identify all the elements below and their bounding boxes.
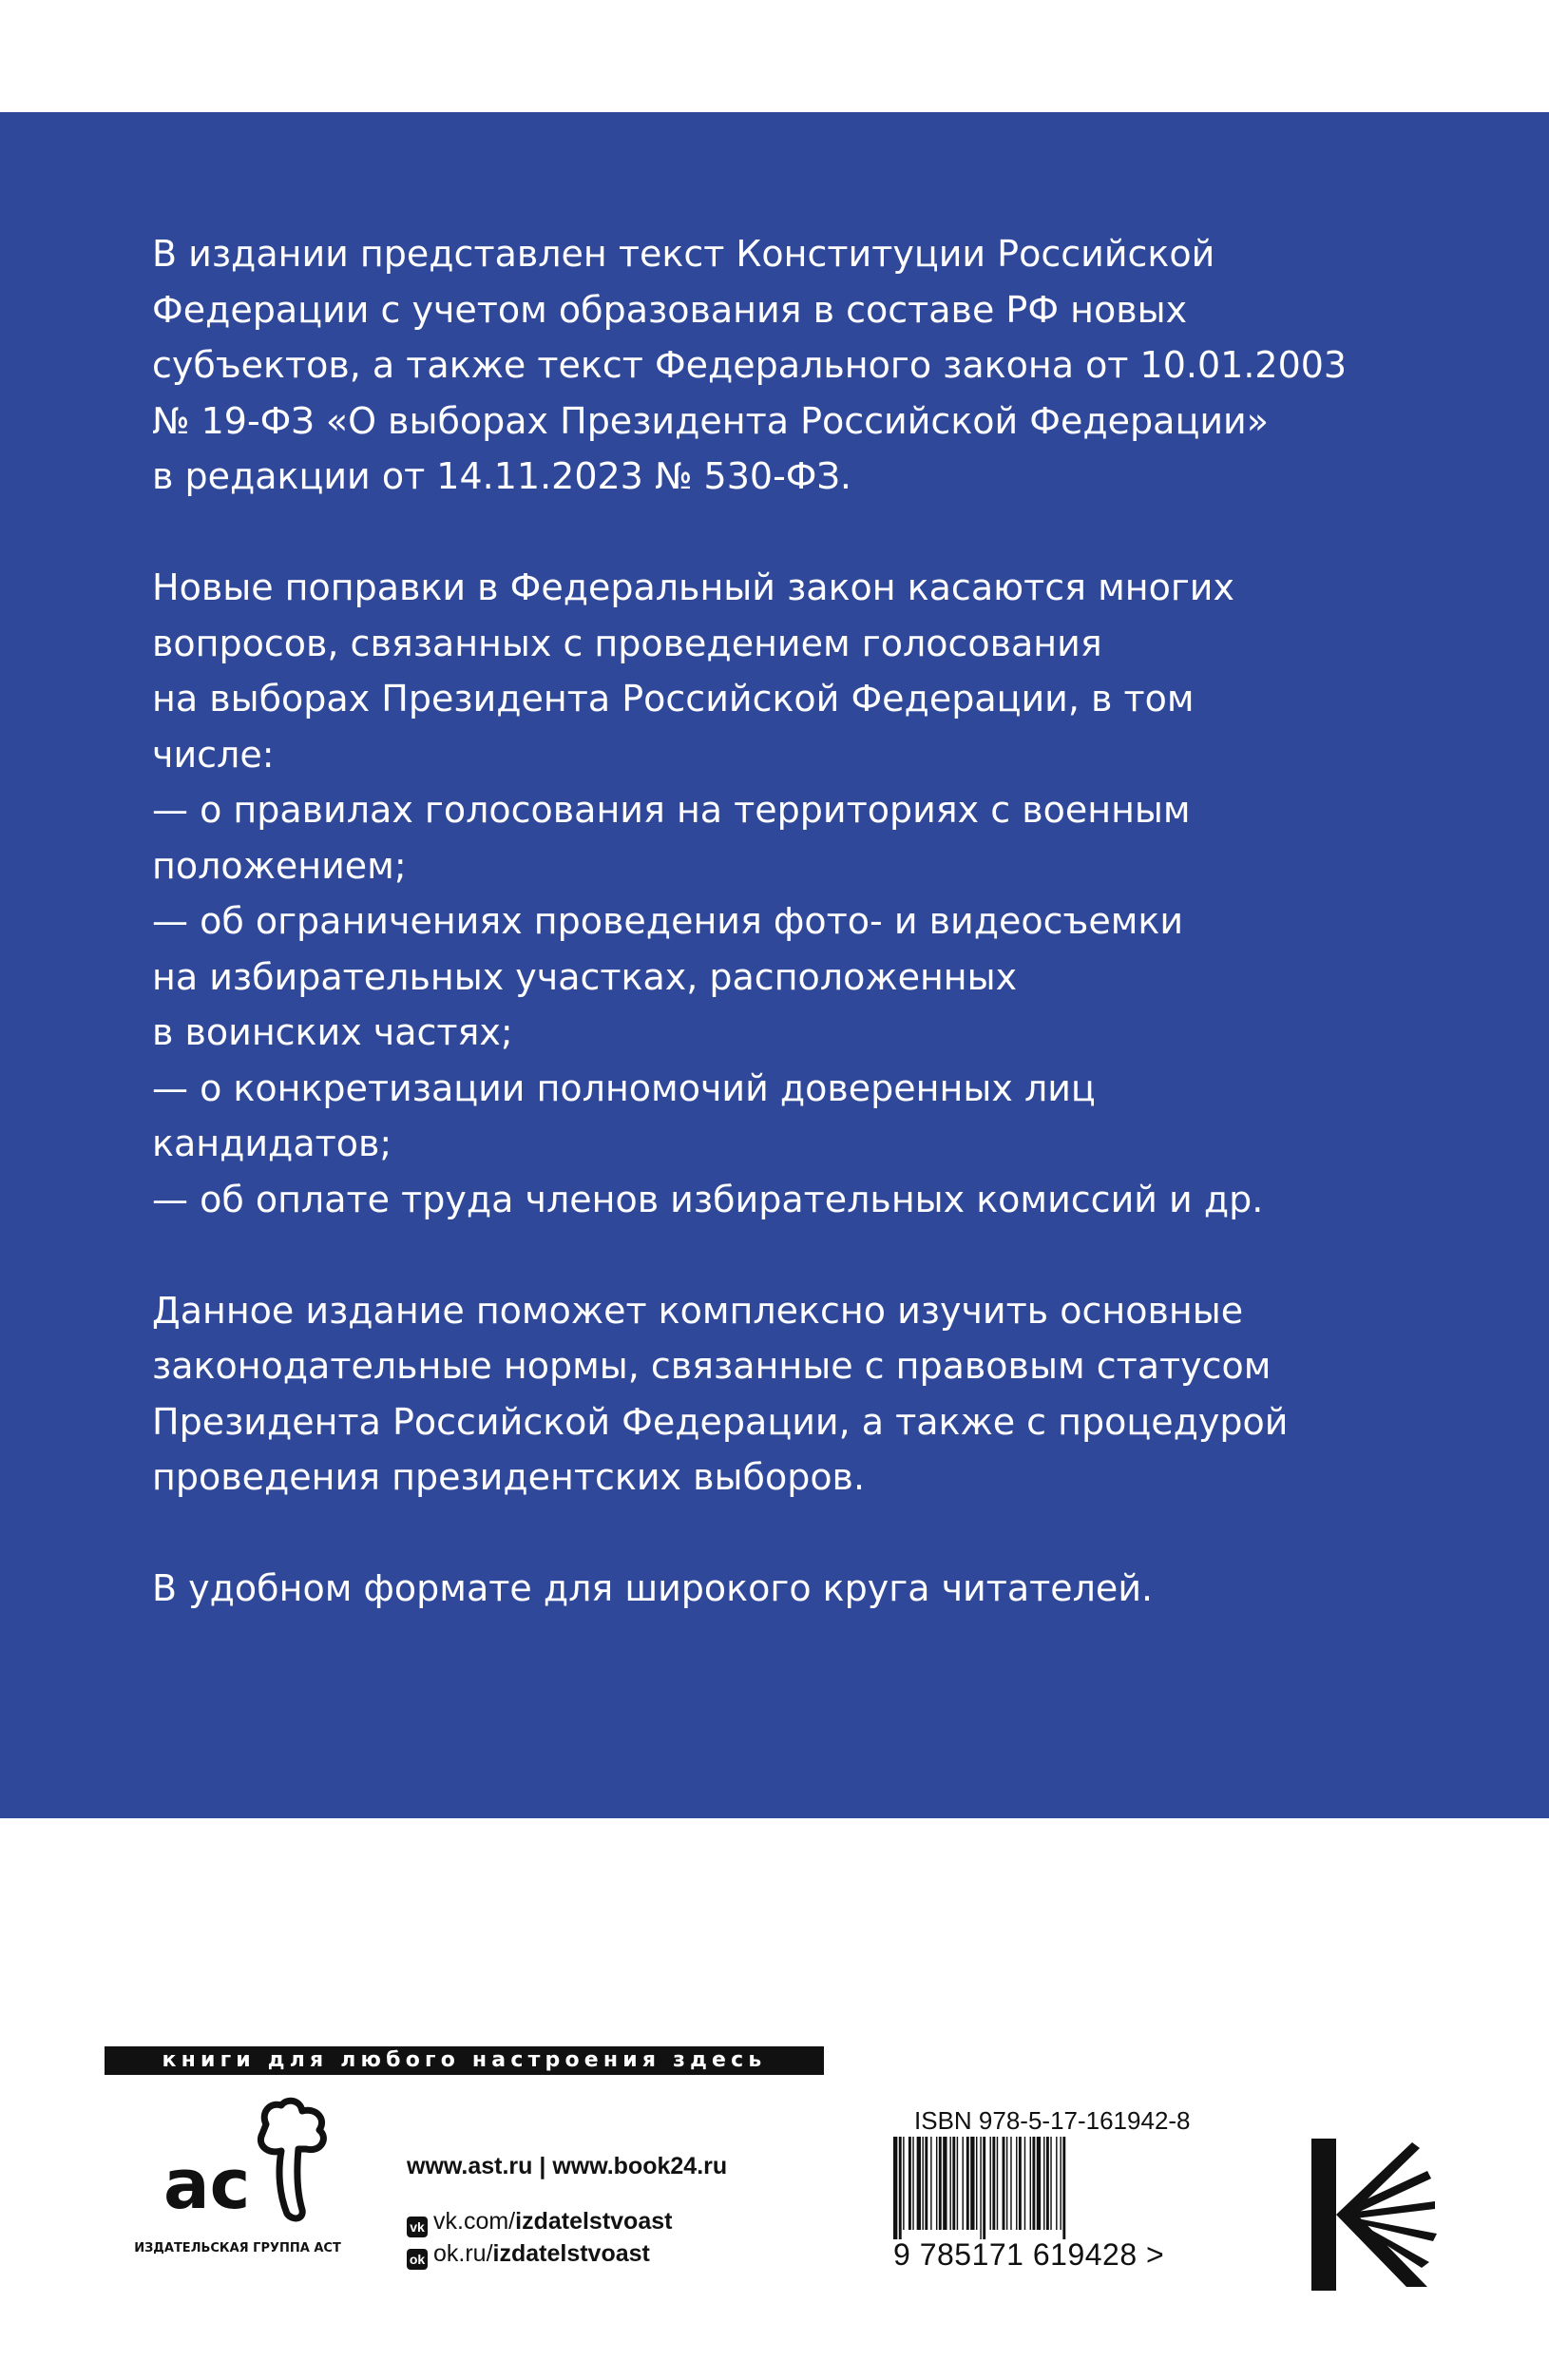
barcode-bar [1043,2137,1044,2230]
barcode-bar [997,2137,998,2230]
barcode-bar [949,2137,950,2230]
publisher-caption: ИЗДАТЕЛЬСКАЯ ГРУППА АСТ [134,2241,341,2255]
barcode-bar [939,2137,942,2230]
text-line: в воинских частях; [152,1011,513,1053]
text-line: вопросов, связанных с проведением голосования [152,622,1102,664]
barcode-bar [1010,2137,1011,2230]
website-links[interactable]: www.ast.ru | www.book24.ru [407,2153,728,2179]
text-line: кандидатов; [152,1123,392,1164]
text-line: — о конкретизации полномочий доверенных лиц [152,1066,1096,1109]
barcode-bar [917,2137,921,2230]
barcode-digits: 9 785171 619428 > [893,2237,1165,2272]
svg-text:ас: ас [163,2144,251,2224]
text-line: проведения президентских выборов. [152,1456,866,1498]
text-line: на избирательных участках, расположенных [152,955,1018,998]
text-line: числе: [152,733,275,776]
ok-handle: izdatelstvoast [492,2240,650,2267]
paragraph-intro [152,226,1425,505]
barcode-bar [1062,2137,1065,2239]
barcode-bar [1003,2137,1005,2230]
barcode-bar [925,2137,927,2230]
isbn-label: ISBN 978-5-17-161942-8 [914,2106,1191,2135]
barcode-bar [899,2137,902,2239]
barcode-bar [992,2137,995,2230]
text-line: № 19-ФЗ «О выборах Президента Российской Федерации» [152,399,1269,442]
text-line: положением; [152,844,407,887]
text-line: в редакции от 14.11.2023 № 530-ФЗ. [152,455,851,497]
barcode-bar [952,2137,955,2230]
barcode-bar [1056,2137,1057,2230]
k-book-icon [1308,2139,1441,2291]
vk-icon: vk [407,2217,428,2237]
barcode-bar [943,2137,947,2230]
barcode-icon [889,2137,1209,2239]
barcode-bar [963,2137,964,2230]
barcode-bar [1016,2137,1017,2230]
paragraph-purpose [152,1283,1425,1506]
barcode-bar [893,2137,897,2239]
barcode-bar [912,2137,913,2230]
barcode-bar [1037,2137,1041,2230]
vk-prefix: vk.com/ [433,2208,516,2235]
barcode-bar [983,2137,985,2239]
barcode-bar [980,2137,981,2239]
barcode-bar [1024,2137,1025,2230]
barcode-bar [903,2137,904,2230]
barcode-bar [930,2137,931,2230]
paragraph-amendments [152,560,1425,1227]
text-line: Новые поправки в Федеральный закон касаются многих [152,566,1234,608]
vk-link[interactable] [407,2205,727,2237]
text-line: В удобном формате для широкого круга читателей. [152,1567,1154,1609]
barcode-bar [966,2137,969,2230]
text-line: Федерации с учетом образования в составе РФ новых [152,288,1188,331]
barcode-bar [1046,2137,1049,2230]
ast-logo-icon [154,2096,344,2234]
barcode-bar [1006,2137,1007,2230]
text-line: субъектов, а также текст Федерального закона от 10.01.2003 [152,344,1348,386]
barcode-bar [1030,2137,1031,2230]
barcode-bar [1019,2137,1022,2230]
vk-handle: izdatelstvoast [515,2208,673,2235]
text-line: Президента Российской Федерации, а также с процедурой [152,1400,1289,1443]
ok-prefix: ok.ru/ [433,2240,493,2267]
barcode-bar [908,2137,911,2230]
tagline-bar: книги для любого настроения здесь [105,2046,824,2075]
text-line: законодательные нормы, связанные с правовым статусом [152,1345,1272,1387]
text-line: на выборах Президента Российской Федерации, в том [152,678,1195,720]
contacts-block [407,2150,727,2270]
ok-icon: ok [407,2249,428,2270]
barcode-bar [970,2137,974,2230]
barcode-bar [957,2137,958,2230]
barcode-bar [936,2137,937,2230]
text-line: — об ограничениях проведения фото- и видеосъемки [152,900,1184,942]
ok-link[interactable] [407,2237,727,2270]
text-line: — об оплате труда членов избирательных комиссий и др. [152,1178,1264,1220]
barcode-bar [990,2137,991,2230]
text-line: В издании представлен текст Конституции Российской [152,233,1215,275]
barcode-bar [1032,2137,1035,2230]
barcode-bar [1060,2137,1061,2230]
barcode-bar [976,2137,977,2230]
text-line: — о правилах голосования на территориях с военным [152,789,1191,831]
text-line: Данное издание поможет комплексно изучить основные [152,1289,1244,1332]
annotation-text [152,226,1425,1672]
barcode-bar [1050,2137,1051,2230]
paragraph-format [152,1561,1425,1617]
barcode-bar [922,2137,923,2230]
